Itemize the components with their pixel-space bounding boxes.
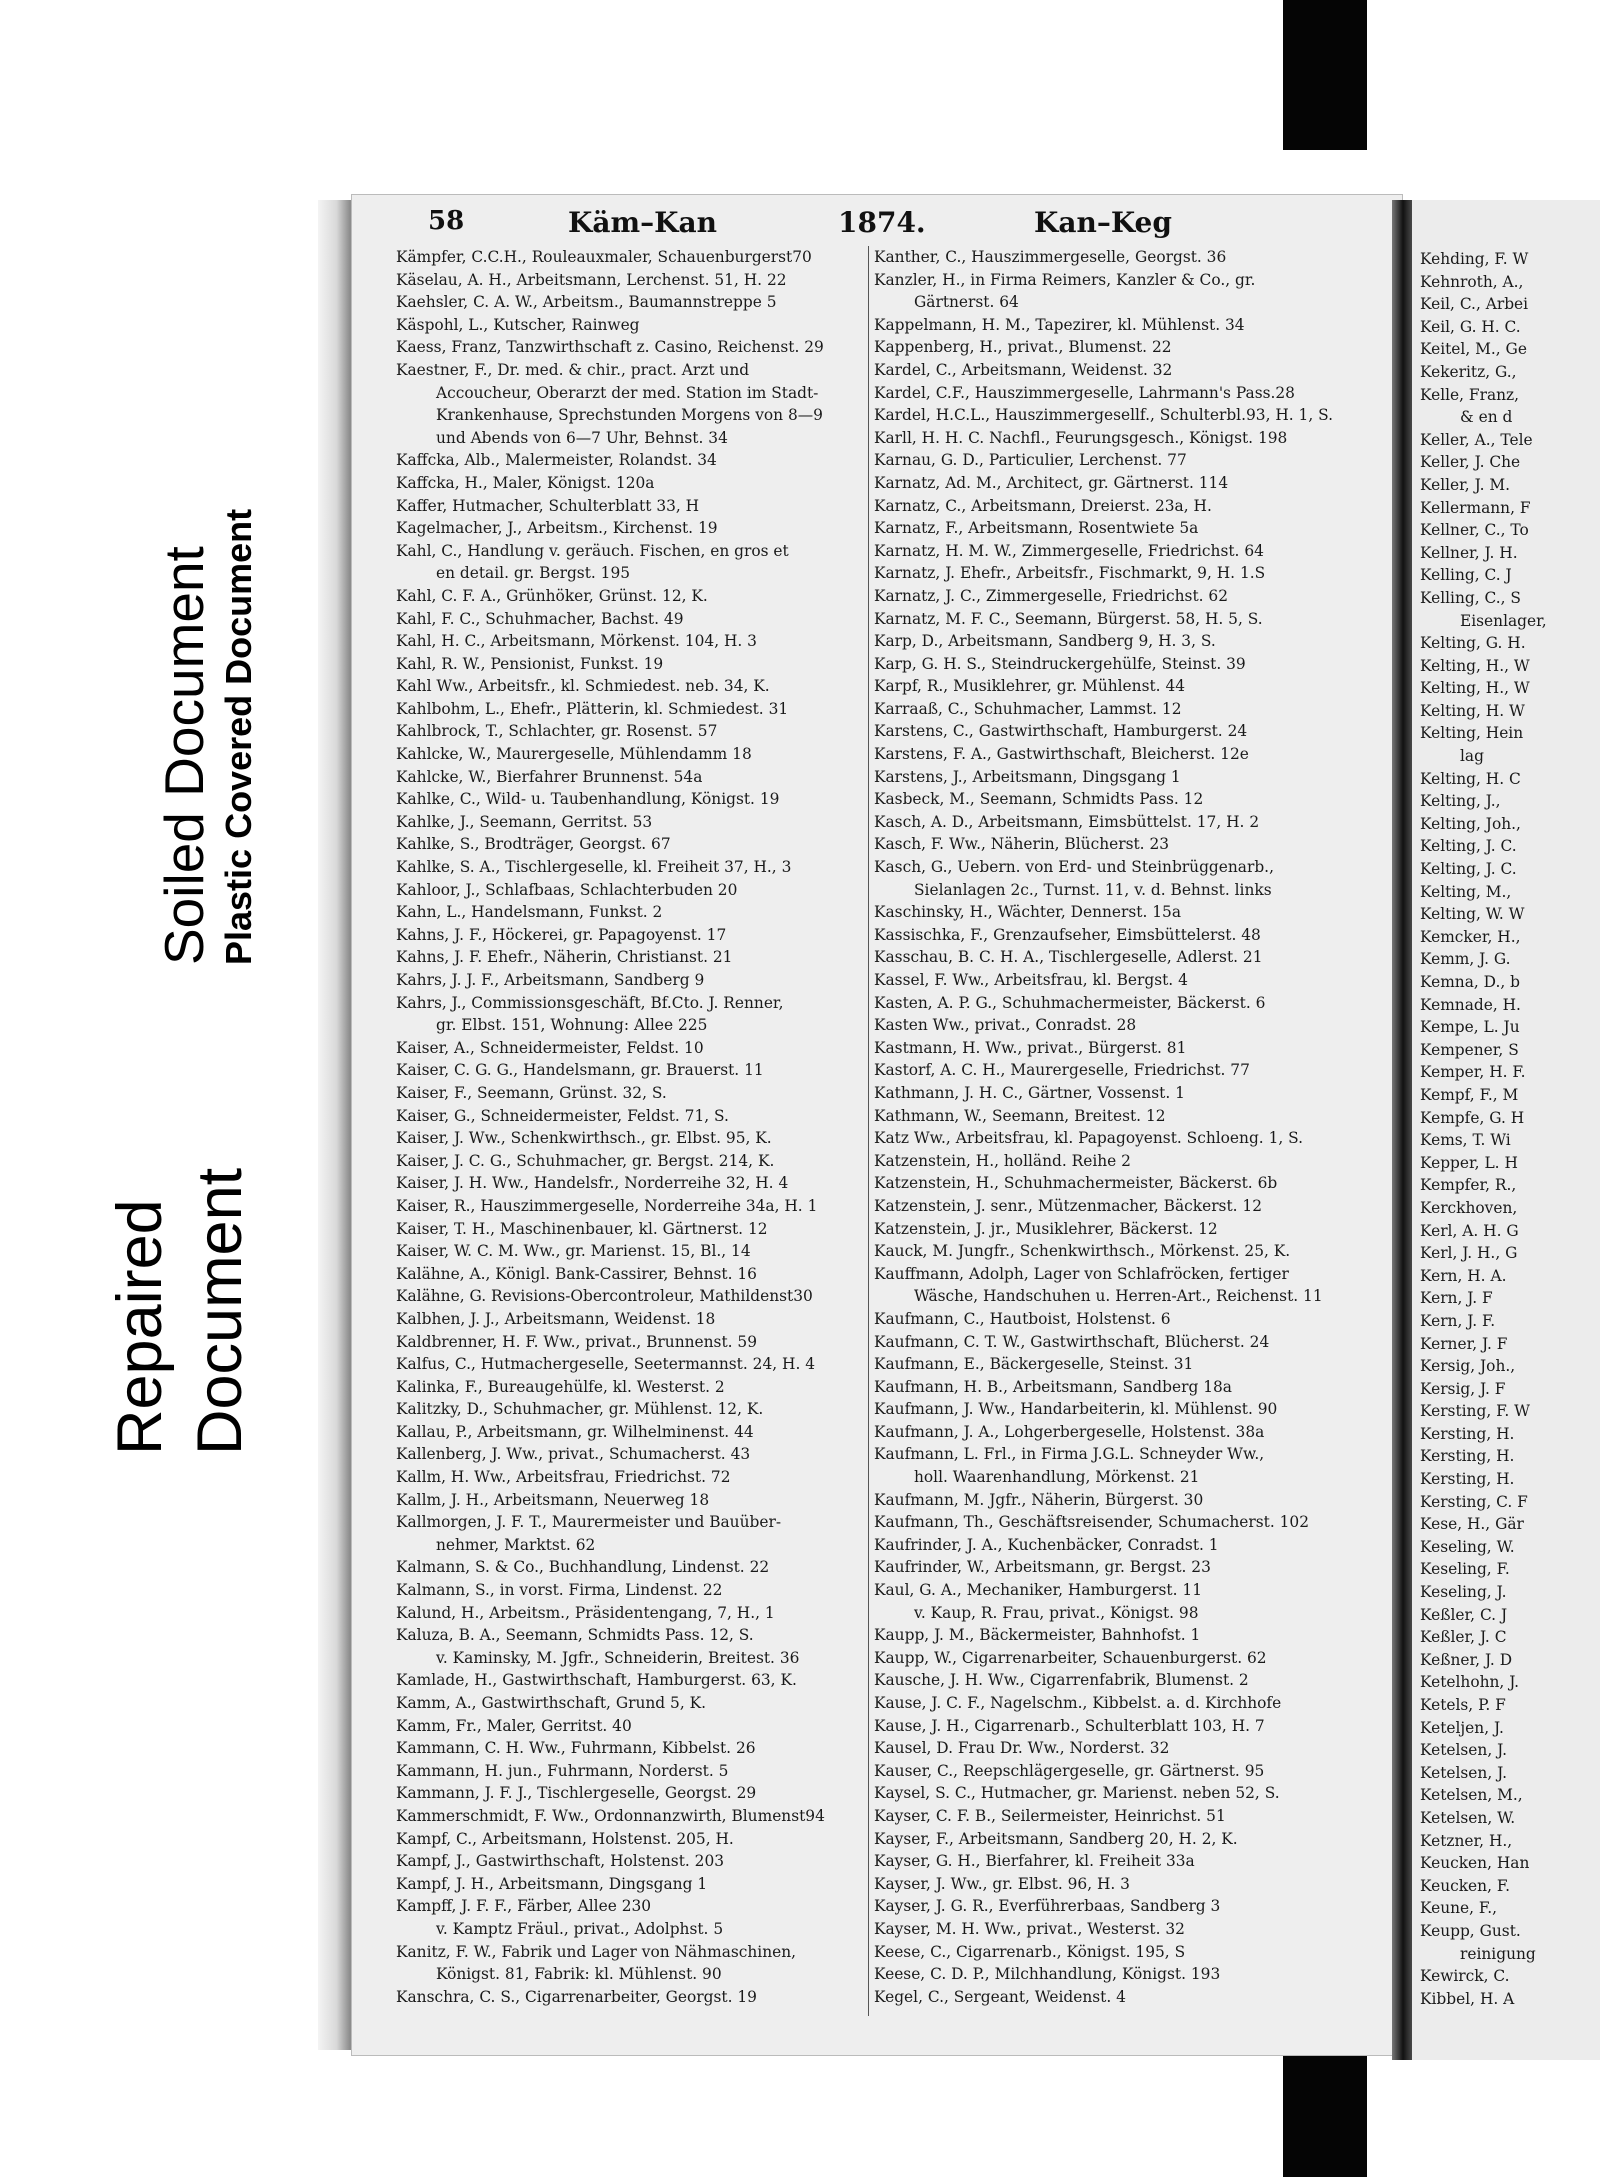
directory-entry: Kaiser, J. Ww., Schenkwirthsch., gr. Elbst. 95, K. [396,1129,772,1148]
directory-entry: gr. Elbst. 151, Wohnung: Allee 225 [436,1016,708,1035]
adjacent-entry: Keteljen, J. [1420,1718,1504,1737]
adjacent-entry: Kems, T. Wi [1420,1131,1511,1150]
adjacent-entry: Keseling, J. [1420,1583,1507,1602]
directory-entry: Kausel, D. Frau Dr. Ww., Norderst. 32 [874,1739,1170,1758]
directory-entry: Karnatz, C., Arbeitsmann, Dreierst. 23a, H. [874,496,1212,515]
directory-entry: Kaiser, T. H., Maschinenbauer, kl. Gärtnerst. 12 [396,1219,768,1238]
adjacent-page-column [1420,248,1547,2010]
directory-entry: Kampff, J. F. F., Färber, Allee 230 [396,1897,652,1916]
directory-entry: Königst. 81, Fabrik: kl. Mühlenst. 90 [436,1965,722,1984]
directory-entry: Kanschra, C. S., Cigarrenarbeiter, Georgst. 19 [396,1987,757,2006]
directory-entry: Kaehsler, C. A. W., Arbeitsm., Baumannstreppe 5 [396,293,777,312]
directory-entry: Kaiser, G., Schneidermeister, Feldst. 71, S. [396,1106,729,1125]
directory-entry: Kalinka, F., Bureaugehülfe, kl. Westerst. 2 [396,1377,725,1396]
adjacent-entry: Kelling, C. J [1420,566,1512,585]
directory-entry: Kauser, C., Reepschlägergeselle, gr. Gärtnerst. 95 [874,1761,1265,1780]
directory-entry: Kamm, Fr., Maler, Gerritst. 40 [396,1716,632,1735]
directory-entry: Kaufmann, J. Ww., Handarbeiterin, kl. Mühlenst. 90 [874,1400,1278,1419]
directory-entry: Käspohl, L., Kutscher, Rainweg [396,315,640,334]
adjacent-entry: Kern, J. F [1420,1289,1493,1308]
repaired-label-card [96,1060,256,1480]
adjacent-entry: Kelting, J. C. [1420,837,1517,856]
adjacent-entry: Kellner, C., To [1420,521,1529,540]
directory-entry: Kathmann, W., Seemann, Breitest. 12 [874,1106,1166,1125]
directory-entry: Kayser, J. G. R., Everführerbaas, Sandberg 3 [874,1897,1221,1916]
directory-entry: Kaufmann, L. Frl., in Firma J.G.L. Schneyder Ww., [874,1445,1265,1464]
directory-entry: Kappenberg, H., privat., Blumenst. 22 [874,338,1172,357]
directory-entry: Gärtnerst. 64 [914,293,1019,312]
directory-entry: Kalfus, C., Hutmachergeselle, Seetermannst. 24, H. 4 [396,1355,816,1374]
adjacent-entry: Kelting, W. W [1420,905,1525,924]
adjacent-entry: Kempf, F., M [1420,1085,1519,1104]
directory-entry: Kampf, C., Arbeitsmann, Holstenst. 205, H. [396,1829,734,1848]
directory-entry: Katzenstein, J. jr., Musiklehrer, Bäckerst. 12 [874,1219,1218,1238]
directory-entry: Kaupp, J. M., Bäckermeister, Bahnhofst. 1 [874,1626,1201,1645]
adjacent-entry: Kempfer, R., [1420,1176,1517,1195]
adjacent-entry: Kelting, Joh., [1420,814,1521,833]
directory-entry: Kauffmann, Adolph, Lager von Schlafröcken, fertiger [874,1264,1289,1283]
directory-entry: und Abends von 6—7 Uhr, Behnst. 34 [436,428,728,447]
directory-entry: Kaiser, F., Seemann, Grünst. 32, S. [396,1083,667,1102]
directory-entry: Kausche, J. H. Ww., Cigarrenfabrik, Blumenst. 2 [874,1671,1249,1690]
adjacent-entry: Kempe, L. Ju [1420,1018,1520,1037]
adjacent-entry: Kese, H., Gär [1420,1515,1524,1534]
directory-entry: Kahns, J. F. Ehefr., Näherin, Christianst. 21 [396,948,733,967]
directory-entry: Kahl Ww., Arbeitsfr., kl. Schmiedest. neb. 34, K. [396,677,770,696]
header-year: 1874. [838,206,926,239]
adjacent-entry: Kersting, H. [1420,1447,1515,1466]
directory-entry: Karpf, R., Musiklehrer, gr. Mühlenst. 44 [874,677,1186,696]
directory-entry: Kauck, M. Jungfr., Schenkwirthsch., Mörkenst. 25, K. [874,1242,1291,1261]
directory-entry: Kalmann, S. & Co., Buchhandlung, Lindenst. 22 [396,1558,770,1577]
adjacent-entry: Keupp, Gust. [1420,1921,1521,1940]
adjacent-entry: Keune, F., [1420,1899,1497,1918]
header-left-range: Käm–Kan [568,206,717,239]
directory-entry: Krankenhause, Sprechstunden Morgens von 8—9 [436,406,823,425]
directory-entry: Kaschinsky, H., Wächter, Dennerst. 15a [874,903,1181,922]
adjacent-entry: Kelting, H., W [1420,656,1530,675]
directory-entry: Kaysel, S. C., Hutmacher, gr. Marienst. neben 52, S. [874,1784,1280,1803]
directory-entry: Accoucheur, Oberarzt der med. Station im Stadt- [436,383,819,402]
directory-entry: Kalitzky, D., Schuhmacher, gr. Mühlenst. 12, K. [396,1400,764,1419]
column-divider [868,246,869,2016]
adjacent-entry: reinigung [1460,1944,1536,1963]
soiled-label-card [112,385,262,975]
directory-entry: Kasch, G., Uebern. von Erd- und Steinbrüggenarb., [874,858,1274,877]
adjacent-entry: Kersting, H. [1420,1470,1515,1489]
directory-entry: Kasch, F. Ww., Näherin, Blücherst. 23 [874,835,1170,854]
directory-entry: Kardel, H.C.L., Hauszimmergesellf., Schulterbl.93, H. 1, S. [874,406,1334,425]
directory-entry: Kammann, C. H. Ww., Fuhrmann, Kibbelst. 26 [396,1739,756,1758]
adjacent-entry: Kemcker, H., [1420,927,1521,946]
directory-entry: Karstens, J., Arbeitsmann, Dingsgang 1 [874,767,1181,786]
soiled-document-label: Soiled Document [153,546,215,965]
adjacent-entry: Kern, J. F. [1420,1311,1496,1330]
directory-entry: nehmer, Marktst. 62 [436,1535,596,1554]
directory-entry: Kasbeck, M., Seemann, Schmidts Pass. 12 [874,790,1204,809]
directory-entry: Kampf, J. H., Arbeitsmann, Dingsgang 1 [396,1874,708,1893]
directory-entry: Käselau, A. H., Arbeitsmann, Lerchenst. 51, H. 22 [396,270,787,289]
adjacent-entry: Kepper, L. H [1420,1153,1518,1172]
adjacent-entry: Kersting, F. W [1420,1402,1530,1421]
directory-entry: Kause, J. C. F., Nagelschm., Kibbelst. a. d. Kirchhofe [874,1694,1282,1712]
directory-entry: Kahlke, J., Seemann, Gerritst. 53 [396,812,653,831]
black-tape-top [1283,0,1367,150]
adjacent-entry: Keucken, Han [1420,1854,1530,1873]
book-spine [1392,200,1414,2060]
directory-entry: Kaupp, W., Cigarrenarbeiter, Schauenburgerst. 62 [874,1648,1267,1667]
adjacent-entry: Ketels, P. F [1420,1696,1506,1714]
directory-entry: Kayser, C. F. B., Seilermeister, Heinrichst. 51 [874,1806,1226,1825]
directory-entry: Kaestner, F., Dr. med. & chir., pract. Arzt und [396,360,750,379]
adjacent-entry: Kelling, C., S [1420,588,1521,607]
adjacent-page [1412,200,1600,2060]
directory-entry: Kalbhen, J. J., Arbeitsmann, Weidenst. 18 [396,1309,716,1328]
adjacent-entry: Keil, G. H. C. [1420,317,1521,336]
adjacent-entry: Kerckhoven, [1420,1198,1518,1217]
adjacent-entry: Kehding, F. W [1420,250,1529,268]
directory-entry: Keese, C., Cigarrenarb., Königst. 195, S [874,1942,1186,1961]
directory-entry: Kardel, C., Arbeitsmann, Weidenst. 32 [874,360,1173,379]
directory-entry: Kayser, F., Arbeitsmann, Sandberg 20, H. 2, K. [874,1829,1238,1848]
directory-entry: en detail. gr. Bergst. 195 [436,564,631,583]
directory-entry: Kalmann, S., in vorst. Firma, Lindenst. 22 [396,1581,723,1600]
directory-entry: Kaufmann, C. T. W., Gastwirthschaft, Blücherst. 24 [874,1332,1270,1351]
directory-entry: Kahlcke, W., Maurergeselle, Mühlendamm 18 [396,745,752,764]
adjacent-entry: Eisenlager, [1460,611,1547,630]
directory-entry: Kahl, F. C., Schuhmacher, Bachst. 49 [396,609,684,628]
directory-entry: Kause, J. H., Cigarrenarb., Schulterblatt 103, H. 7 [874,1716,1265,1735]
directory-entry: Kaess, Franz, Tanzwirthschaft z. Casino, Reichenst. 29 [396,338,824,357]
directory-entry: Kahlbohm, L., Ehefr., Plätterin, kl. Schmiedest. 31 [396,699,789,718]
directory-entry: Kahn, L., Handelsmann, Funkst. 2 [396,903,663,922]
directory-entry: Kaldbrenner, H. F. Ww., privat., Brunnenst. 59 [396,1332,758,1351]
directory-entry: Kahrs, J. J. F., Arbeitsmann, Sandberg 9 [396,971,705,989]
directory-entry: Karraaß, C., Schuhmacher, Lammst. 12 [874,699,1182,718]
directory-entry: Kanzler, H., in Firma Reimers, Kanzler & Co., gr. [874,270,1256,289]
directory-entry: Kammann, H. jun., Fuhrmann, Norderst. 5 [396,1761,729,1780]
directory-entry: Karnatz, Ad. M., Architect, gr. Gärtnerst. 114 [874,473,1229,492]
directory-entry: Kahlke, S. A., Tischlergeselle, kl. Freiheit 37, H., 3 [396,858,792,877]
directory-entry: Kahlke, C., Wild- u. Taubenhandlung, Königst. 19 [396,790,780,809]
adjacent-entry: Keller, J. M. [1420,475,1511,494]
directory-entry: Kahns, J. F., Höckerei, gr. Papagoyenst. 17 [396,925,727,944]
adjacent-entry: Kersting, C. F [1420,1492,1528,1511]
adjacent-entry: Keseling, F. [1420,1560,1510,1579]
directory-entry: Kahloor, J., Schlafbaas, Schlachterbuden 20 [396,880,738,899]
adjacent-entry: Kekeritz, G., [1420,362,1517,381]
adjacent-entry: Kelting, H. W [1420,701,1525,720]
directory-entry: Kaul, G. A., Mechaniker, Hamburgerst. 11 [874,1581,1202,1600]
adjacent-entry: Kemm, J. G. [1420,950,1511,969]
adjacent-entry: Kelting, M., [1420,882,1512,901]
adjacent-entry: Kelting, J., [1420,792,1501,811]
directory-entry: Kahl, R. W., Pensionist, Funkst. 19 [396,654,664,673]
directory-entry: Kampf, J., Gastwirthschaft, Holstenst. 203 [396,1852,725,1871]
adjacent-entry: Kelting, G. H. [1420,634,1526,653]
directory-entry: Kaiser, J. C. G., Schuhmacher, gr. Bergst. 214, K. [396,1151,775,1170]
directory-entry: v. Kaup, R. Frau, privat., Königst. 98 [914,1603,1199,1622]
directory-entry: Karnatz, H. M. W., Zimmergeselle, Friedrichst. 64 [874,541,1264,560]
repaired-label-line1: Repaired [105,1199,175,1455]
directory-entry: Kallm, H. Ww., Arbeitsfrau, Friedrichst. 72 [396,1468,731,1487]
adjacent-entry: Kersig, Joh., [1420,1357,1516,1376]
adjacent-entry: Kelting, H., W [1420,679,1530,698]
directory-entry: Kahlbrock, T., Schlachter, gr. Rosenst. 57 [396,722,718,741]
directory-entry: Karnatz, F., Arbeitsmann, Rosentwiete 5a [874,519,1199,538]
header-right-range: Kan–Keg [1034,206,1172,239]
directory-entry: Kagelmacher, J., Arbeitsm., Kirchenst. 19 [396,519,718,538]
adjacent-entry: Keitel, M., Ge [1420,340,1527,359]
directory-entry: Kaffcka, Alb., Malermeister, Rolandst. 34 [396,451,717,470]
directory-entry: Kaiser, A., Schneidermeister, Feldst. 10 [396,1038,704,1057]
adjacent-entry: Keil, C., Arbei [1420,295,1529,314]
adjacent-entry: Kerl, J. H., G [1420,1244,1518,1263]
directory-entry: Kahl, H. C., Arbeitsmann, Mörkenst. 104, H. 3 [396,632,757,651]
adjacent-entry: Kerner, J. F [1420,1334,1508,1353]
directory-entry: Kaufrinder, W., Arbeitsmann, gr. Bergst. 23 [874,1558,1211,1577]
directory-entry: Katzenstein, H., Schuhmachermeister, Bäckerst. 6b [874,1174,1278,1193]
directory-entry: Kappelmann, H. M., Tapezirer, kl. Mühlenst. 34 [874,315,1245,334]
directory-entry: Karnatz, J. C., Zimmergeselle, Friedrichst. 62 [874,586,1229,605]
directory-entry: Kamm, A., Gastwirthschaft, Grund 5, K. [396,1694,706,1712]
directory-entry: Kahrs, J., Commissionsgeschäft, Bf.Cto. J. Renner, [396,993,784,1012]
directory-entry: Kallau, P., Arbeitsmann, gr. Wilhelminenst. 44 [396,1422,754,1441]
directory-entry: Kaufmann, H. B., Arbeitsmann, Sandberg 18a [874,1377,1232,1396]
directory-entry: Sielanlagen 2c., Turnst. 11, v. d. Behnst. links [914,880,1272,899]
adjacent-entry: Keßler, J. C [1420,1628,1507,1647]
directory-entry: Kanther, C., Hauszimmergeselle, Georgst. 36 [874,248,1227,266]
directory-entry: Katzenstein, J. senr., Mützenmacher, Bäckerst. 12 [874,1196,1263,1215]
directory-entry: Kanitz, F. W., Fabrik und Lager von Nähmaschinen, [396,1942,797,1961]
adjacent-entry: Ketelhohn, J. [1420,1673,1520,1692]
plastic-covered-label: Plastic Covered Document [218,508,259,965]
directory-entry: Kaffer, Hutmacher, Schulterblatt 33, H [396,496,700,515]
directory-entry: Kegel, C., Sergeant, Weidenst. 4 [874,1987,1126,2006]
adjacent-entry: Keßler, C. J [1420,1605,1508,1624]
directory-entry: Kasten, A. P. G., Schuhmachermeister, Bäckerst. 6 [874,993,1266,1012]
directory-entry: Kathmann, J. H. C., Gärtner, Vossenst. 1 [874,1083,1185,1102]
adjacent-entry: Keßner, J. D [1420,1650,1513,1669]
directory-entry: v. Kaminsky, M. Jgfr., Schneiderin, Breitest. 36 [436,1648,800,1667]
adjacent-entry: Kemper, H. F. [1420,1063,1526,1082]
directory-entry: Kahl, C. F. A., Grünhöker, Grünst. 12, K. [396,586,708,605]
directory-entry: Kaufmann, Th., Geschäftsreisender, Schumacherst. 102 [874,1513,1310,1532]
adjacent-entry: Ketelsen, J. [1420,1763,1507,1782]
directory-entry: Kayser, G. H., Bierfahrer, kl. Freiheit 33a [874,1852,1195,1871]
directory-entry: Kammerschmidt, F. Ww., Ordonnanzwirth, Blumenst94 [396,1806,825,1825]
adjacent-entry: Kempener, S [1420,1040,1519,1059]
directory-entry: Kasten Ww., privat., Conradst. 28 [874,1016,1137,1035]
directory-entry: Kammann, J. F. J., Tischlergeselle, Georgst. 29 [396,1784,757,1803]
adjacent-entry: Kersig, J. F [1420,1379,1506,1398]
directory-entry: Kalähne, G. Revisions-Obercontroleur, Mathildenst30 [396,1287,813,1306]
right-column [874,246,1333,2008]
adjacent-entry: Kerl, A. H. G [1420,1221,1519,1240]
directory-entry: Wäsche, Handschuhen u. Herren-Art., Reichenst. 11 [914,1287,1323,1306]
directory-entry: Kalähne, A., Königl. Bank-Cassirer, Behnst. 16 [396,1264,757,1283]
directory-entry: Karnatz, M. F. C., Seemann, Bürgerst. 58, H. 5, S. [874,609,1263,628]
directory-entry: Kaiser, J. H. Ww., Handelsfr., Norderreihe 32, H. 4 [396,1174,789,1193]
left-column [396,246,825,2008]
adjacent-entry: Kemna, D., b [1420,973,1520,991]
adjacent-entry: Ketelsen, J. [1420,1741,1507,1760]
adjacent-entry: Kibbel, H. A [1420,1989,1515,2008]
repaired-label-line2: Document [185,1167,255,1455]
directory-entry: v. Kamptz Fräul., privat., Adolphst. 5 [436,1919,724,1938]
directory-entry: Kahlke, S., Brodträger, Georgst. 67 [396,835,671,854]
directory-entry: Kayser, M. H. Ww., privat., Westerst. 32 [874,1919,1185,1938]
directory-entry: holl. Waarenhandlung, Mörkenst. 21 [914,1468,1200,1487]
directory-entry: Karp, D., Arbeitsmann, Sandberg 9, H. 3, S. [874,632,1216,651]
directory-entry: Kallm, J. H., Arbeitsmann, Neuerweg 18 [396,1490,710,1509]
black-tape-bottom [1283,2050,1367,2177]
directory-entry: Kahlcke, W., Bierfahrer Brunnenst. 54a [396,767,703,786]
directory-entry: Kallmorgen, J. F. T., Maurermeister und Bauüber- [396,1513,782,1532]
directory-entry: Karp, G. H. S., Steindruckergehülfe, Steinst. 39 [874,654,1246,673]
directory-entry: Karnatz, J. Ehefr., Arbeitsfr., Fischmarkt, 9, H. 1.S [874,564,1266,583]
adjacent-entry: Kempfe, G. H [1420,1108,1525,1127]
directory-entry: Katzenstein, H., holländ. Reihe 2 [874,1151,1131,1170]
directory-entry: Kaufmann, J. A., Lohgerbergeselle, Holstenst. 38a [874,1422,1265,1441]
directory-entry: Karstens, F. A., Gastwirthschaft, Bleicherst. 12e [874,745,1249,764]
directory-entry: Karll, H. H. C. Nachfl., Feurungsgesch., Königst. 198 [874,428,1288,447]
adjacent-entry: Kelting, H. C [1420,769,1521,788]
directory-entry: Kaufrinder, J. A., Kuchenbäcker, Conradst. 1 [874,1535,1219,1554]
page-number: 58 [428,206,465,236]
adjacent-entry: lag [1460,747,1484,766]
directory-entry: Kassischka, F., Grenzaufseher, Eimsbüttelerst. 48 [874,925,1261,944]
directory-entry: Kaiser, W. C. M. Ww., gr. Marienst. 15, Bl., 14 [396,1242,751,1261]
directory-entry: Kastmann, H. Ww., privat., Bürgerst. 81 [874,1038,1187,1057]
adjacent-entry: Kehnroth, A., [1420,272,1524,291]
directory-entry: Kaiser, C. G. G., Handelsmann, gr. Brauerst. 11 [396,1061,764,1080]
adjacent-entry: & en d [1460,408,1513,427]
directory-entry: Kallenberg, J. Ww., privat., Schumacherst. 43 [396,1445,751,1464]
adjacent-entry: Keseling, W. [1420,1537,1515,1556]
directory-entry: Kaffcka, H., Maler, Königst. 120a [396,473,655,492]
directory-entry: Kamlade, H., Gastwirthschaft, Hamburgerst. 63, K. [396,1671,797,1690]
directory-entry: Kaufmann, M. Jgfr., Näherin, Bürgerst. 30 [874,1490,1204,1509]
adjacent-entry: Keller, J. Che [1420,453,1521,472]
directory-entry: Kalund, H., Arbeitsm., Präsidentengang, 7, H., 1 [396,1603,775,1622]
directory-entry: Karnau, G. D., Particulier, Lerchenst. 77 [874,451,1187,470]
adjacent-entry: Kelting, J. C. [1420,860,1517,879]
directory-entry: Kaufmann, E., Bäckergeselle, Steinst. 31 [874,1355,1194,1374]
adjacent-entry: Kern, H. A. [1420,1266,1507,1285]
adjacent-entry: Kelle, Franz, [1420,385,1520,404]
adjacent-entry: Ketelsen, M., [1420,1786,1523,1805]
directory-entry: Kasch, A. D., Arbeitsmann, Eimsbüttelst. 17, H. 2 [874,812,1260,831]
directory-entry: Katz Ww., Arbeitsfrau, kl. Papagoyenst. Schloeng. 1, S. [874,1129,1304,1148]
directory-entry: Keese, C. D. P., Milchhandlung, Königst. 193 [874,1965,1221,1984]
directory-entry: Kasschau, B. C. H. A., Tischlergeselle, Adlerst. 21 [874,948,1263,967]
adjacent-entry: Keller, A., Tele [1420,430,1533,449]
directory-entry: Kahl, C., Handlung v. geräuch. Fischen, en gros et [396,541,789,560]
directory-entry: Karstens, C., Gastwirthschaft, Hamburgerst. 24 [874,722,1248,741]
directory-entry: Kaufmann, C., Hautboist, Holstenst. 6 [874,1309,1171,1328]
directory-entry: Kaluza, B. A., Seemann, Schmidts Pass. 12, S. [396,1626,754,1645]
adjacent-entry: Kellner, J. H. [1420,543,1518,562]
adjacent-entry: Ketelsen, W. [1420,1808,1516,1827]
adjacent-entry: Keucken, F. [1420,1876,1511,1895]
adjacent-entry: Kewirck, C. [1420,1967,1510,1986]
directory-entry: Kayser, J. Ww., gr. Elbst. 96, H. 3 [874,1874,1130,1893]
directory-entry: Kardel, C.F., Hauszimmergeselle, Lahrmann's Pass.28 [874,383,1295,402]
adjacent-entry: Ketzner, H., [1420,1831,1513,1850]
directory-entry: Kassel, F. Ww., Arbeitsfrau, kl. Bergst. 4 [874,971,1188,989]
adjacent-entry: Kersting, H. [1420,1424,1515,1443]
directory-entry: Kastorf, A. C. H., Maurergeselle, Friedrichst. 77 [874,1061,1250,1080]
adjacent-entry: Kemnade, H. [1420,995,1521,1014]
adjacent-entry: Kelting, Hein [1420,724,1524,743]
directory-entry: Kaiser, R., Hauszimmergeselle, Norderreihe 34a, H. 1 [396,1196,818,1215]
directory-entry: Kämpfer, C.C.H., Rouleauxmaler, Schauenburgerst70 [396,248,812,266]
adjacent-entry: Kellermann, F [1420,498,1531,517]
